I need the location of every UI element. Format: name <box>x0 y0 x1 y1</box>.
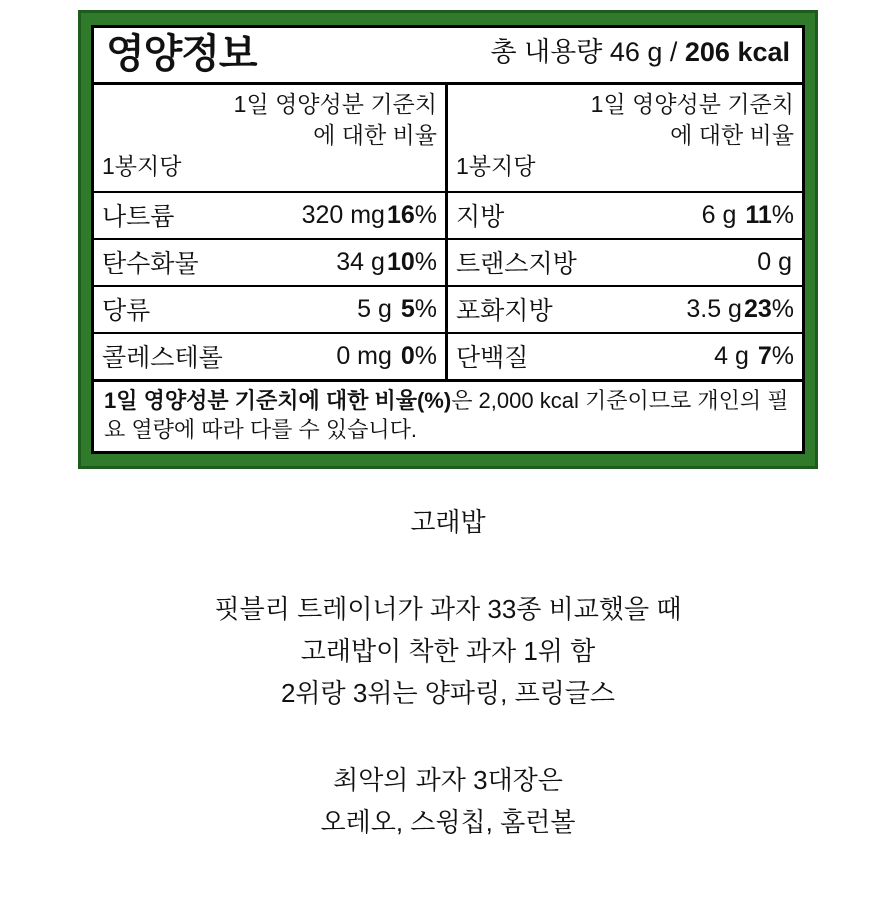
nutrient-name: 지방 <box>456 203 505 231</box>
nutrition-label-title: 영양정보 <box>106 32 257 76</box>
nutrient-amount: 34 g <box>336 247 385 276</box>
total-kcal-text: 206 kcal <box>684 37 790 68</box>
nutrient-amount: 5 g <box>357 294 392 323</box>
percent-symbol: % <box>771 341 794 370</box>
daily-value-header-left: 1일 영양성분 기준치에 대한 비율 <box>233 91 437 149</box>
caption-block-worst <box>0 759 896 843</box>
nutrient-percent: 10 <box>386 247 415 276</box>
nutrient-amount: 4 g <box>714 341 749 370</box>
caption-line: 2위랑 3위는 양파링, 프링글스 <box>280 678 616 709</box>
nutrient-percent: 16 <box>386 200 415 229</box>
column-header-left <box>94 85 445 193</box>
nutrient-amount: 3.5 g <box>686 294 742 323</box>
nutrient-amount: 320 mg <box>301 200 385 229</box>
nutrient-percent: 7 <box>757 341 772 370</box>
nutrient-amount: 0 g <box>757 247 792 276</box>
caption-block-ranking <box>0 588 896 714</box>
nutrient-values <box>357 295 437 324</box>
nutrient-name: 단백질 <box>456 344 529 372</box>
total-amount-text: 총 내용량 46 g / <box>490 37 685 68</box>
caption-line: 최악의 과자 3대장은 <box>333 764 563 795</box>
nutrient-name: 탄수화물 <box>102 250 199 278</box>
table-row <box>94 287 445 334</box>
caption-section <box>0 503 896 843</box>
nutrient-values <box>302 201 437 230</box>
nutrient-values <box>702 201 794 230</box>
daily-value-header-right: 1일 영양성분 기준치에 대한 비율 <box>590 91 794 149</box>
nutrient-values <box>336 342 437 371</box>
percent-symbol: % <box>771 200 794 229</box>
column-header-right <box>448 85 802 193</box>
nutrient-values <box>757 248 794 277</box>
percent-symbol: % <box>414 200 437 229</box>
table-row <box>448 193 802 240</box>
nutrient-name: 당류 <box>102 297 151 325</box>
per-serving-label-right: 1봉지당 <box>456 153 536 179</box>
nutrient-amount: 0 mg <box>336 341 392 370</box>
nutrient-name: 콜레스테롤 <box>102 344 223 372</box>
product-name: 고래밥 <box>410 507 486 538</box>
nutrition-label-box <box>91 25 805 454</box>
nutrition-total-amount <box>479 38 791 70</box>
per-serving-label-left: 1봉지당 <box>102 153 182 179</box>
nutrition-label-header <box>94 28 802 85</box>
table-row <box>448 240 802 287</box>
percent-symbol: % <box>414 247 437 276</box>
nutrition-label <box>78 10 818 469</box>
nutrition-column-right <box>448 85 802 379</box>
footnote-bold-text: 1일 영양성분 기준치에 대한 비율(%) <box>104 388 452 413</box>
nutrient-amount: 6 g <box>701 200 737 229</box>
percent-symbol: % <box>414 294 437 323</box>
nutrient-values <box>686 295 794 324</box>
nutrient-percent: 11 <box>745 200 772 229</box>
table-row <box>448 287 802 334</box>
nutrition-footnote <box>94 379 802 451</box>
nutrient-percent: 5 <box>400 294 415 323</box>
caption-line: 핏블리 트레이너가 과자 33종 비교했을 때 <box>214 594 682 625</box>
nutrient-name: 트랜스지방 <box>456 250 577 278</box>
nutrition-column-left <box>94 85 448 379</box>
table-row <box>94 193 445 240</box>
footnote-rest-text: 은 2,000 kcal 기준이므로 개인의 필요 열량에 따라 다를 수 있습니다. <box>104 388 789 442</box>
nutrient-values <box>336 248 437 277</box>
nutrient-values <box>714 342 794 371</box>
nutrient-name: 포화지방 <box>456 297 553 325</box>
nutrition-table <box>94 85 802 379</box>
caption-line: 고래밥이 착한 과자 1위 함 <box>300 636 596 667</box>
caption-line: 오레오, 스윙칩, 홈런볼 <box>320 806 576 837</box>
table-row <box>94 240 445 287</box>
nutrient-percent: 0 <box>400 341 415 370</box>
nutrient-percent: 23 <box>743 294 772 323</box>
percent-symbol: % <box>771 294 794 323</box>
percent-symbol: % <box>414 341 437 370</box>
table-row <box>448 334 802 379</box>
nutrient-name: 나트륨 <box>102 203 175 231</box>
table-row <box>94 334 445 379</box>
